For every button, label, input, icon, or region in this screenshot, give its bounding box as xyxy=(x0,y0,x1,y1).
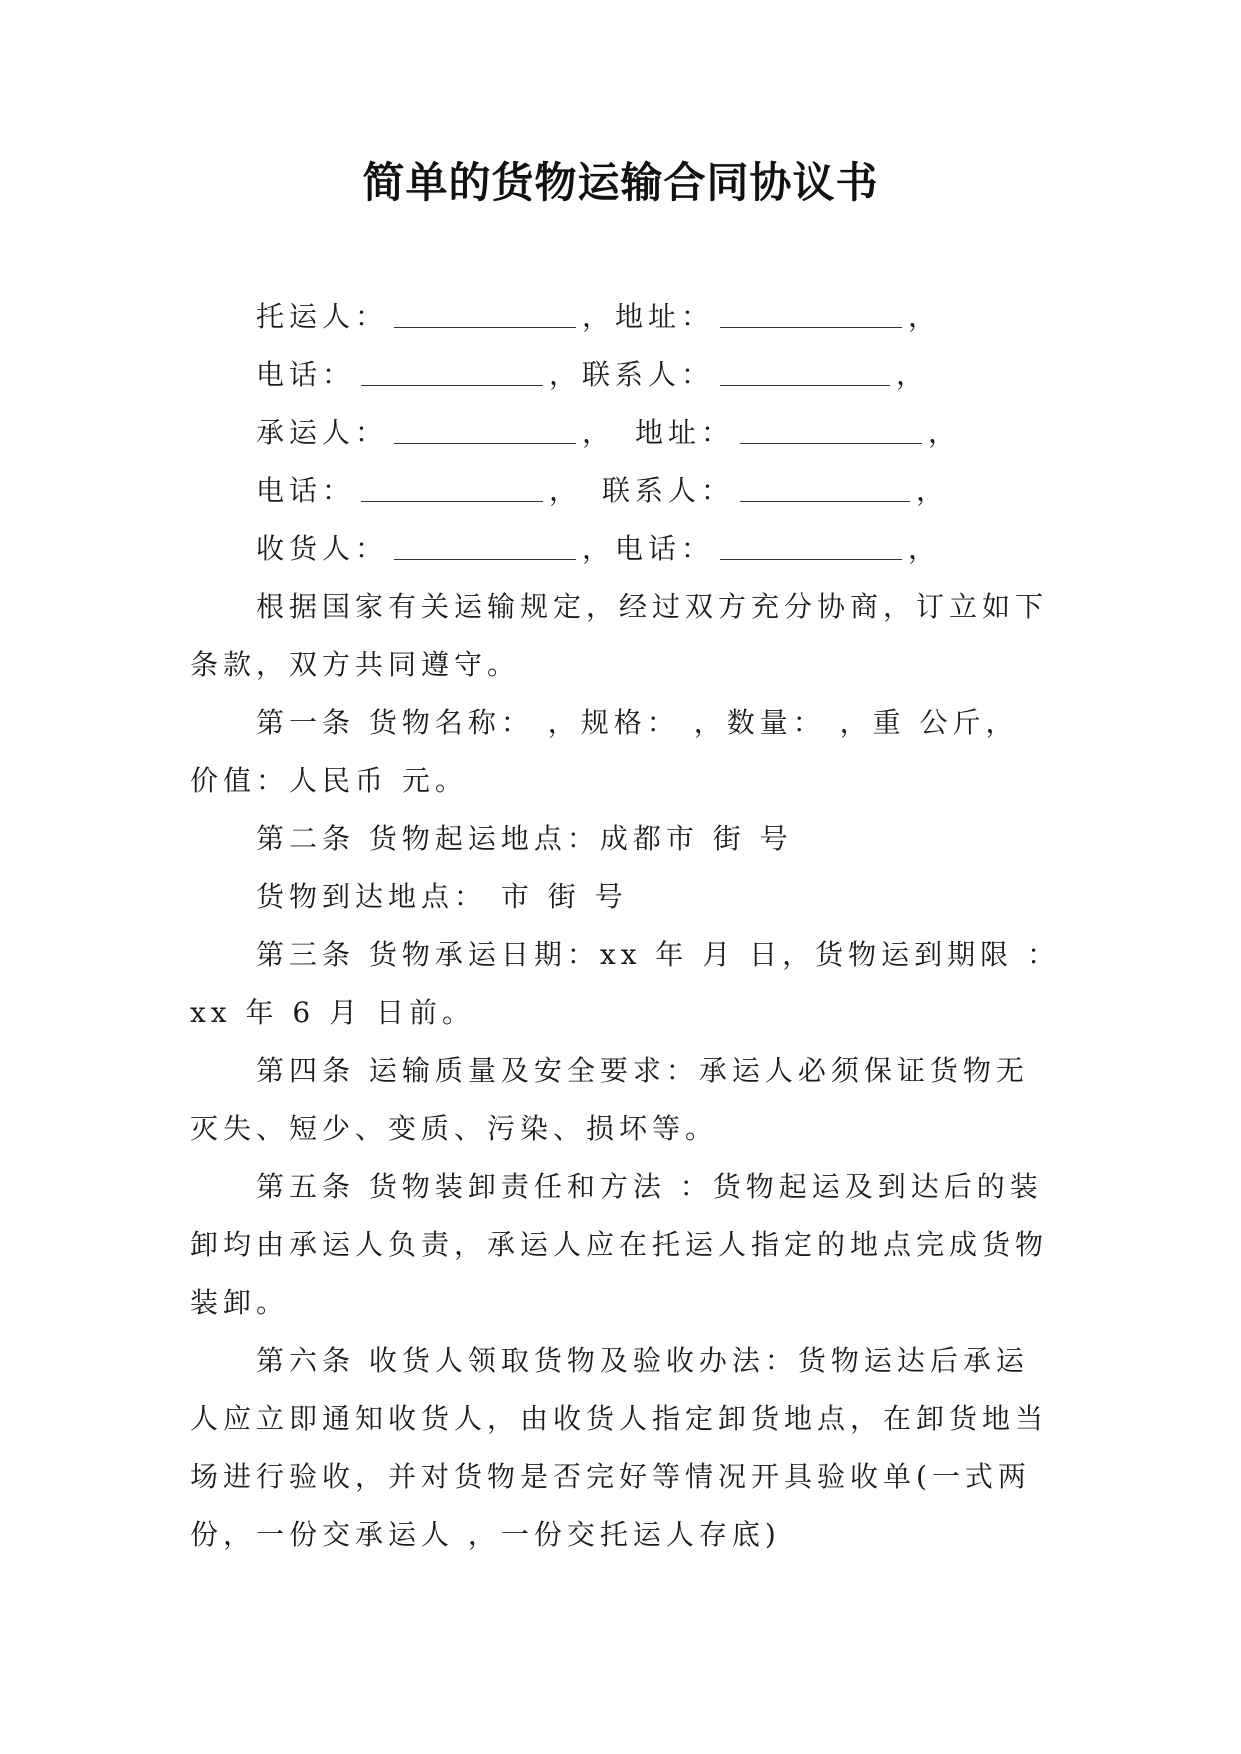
article5-line-3: 装卸。 xyxy=(190,1286,290,1319)
article6-line-4: 份，一份交承运人 ，一份交托运人存底) xyxy=(190,1518,781,1551)
separator-comma: ， xyxy=(582,300,616,333)
article6-line-1: 第六条 收货人领取货物及验收办法：货物运达后承运 xyxy=(256,1344,1029,1377)
separator-comma: ， xyxy=(549,474,583,507)
phone-label: 电话： xyxy=(615,532,715,565)
article2-line-1: 第二条 货物起运地点：成都市 街 号 xyxy=(256,822,793,855)
address-label: 地址： xyxy=(615,300,715,333)
preamble-line-2: 条款，双方共同遵守。 xyxy=(190,648,521,681)
carrier-contact-blank xyxy=(740,471,910,502)
shipper-phone-line xyxy=(190,346,1070,404)
end-comma: ， xyxy=(896,358,930,391)
carrier-blank xyxy=(394,413,576,444)
article3-line-1: 第三条 货物承运日期：xx 年 月 日，货物运到期限 ： xyxy=(256,938,1061,971)
consignee-line xyxy=(190,520,1070,578)
article4-line-2: 灭失、短少、变质、污染、损坏等。 xyxy=(190,1112,719,1145)
end-comma: ， xyxy=(928,416,962,449)
article3-line-2: xx 年 6 月 日前。 xyxy=(190,996,475,1029)
document-body xyxy=(190,288,1070,1564)
shipper-blank xyxy=(394,297,576,328)
article5-line-1: 第五条 货物装卸责任和方法 ：货物起运及到达后的装 xyxy=(256,1170,1043,1203)
consignee-label: 收货人： xyxy=(256,532,389,565)
carrier-line xyxy=(190,404,1070,462)
address-label: 地址： xyxy=(635,416,735,449)
separator-comma: ， xyxy=(582,416,616,449)
article6-line-3: 场进行验收，并对货物是否完好等情况开具验收单(一式两 xyxy=(190,1460,1031,1493)
end-comma: ， xyxy=(908,300,942,333)
shipper-contact-blank xyxy=(720,355,890,386)
article1-line-1: 第一条 货物名称： ，规格： ，数量： ，重 公斤， xyxy=(256,706,1019,739)
preamble-line-1: 根据国家有关运输规定，经过双方充分协商，订立如下 xyxy=(256,590,1049,623)
end-comma: ， xyxy=(908,532,942,565)
carrier-phone-blank xyxy=(361,471,543,502)
article1-line-2: 价值：人民币 元。 xyxy=(190,764,468,797)
carrier-address-blank xyxy=(740,413,922,444)
document-title: 简单的货物运输合同协议书 xyxy=(362,158,879,207)
contact-label: 联系人： xyxy=(582,358,715,391)
separator-comma: ， xyxy=(582,532,616,565)
shipper-address-blank xyxy=(720,297,902,328)
end-comma: ， xyxy=(916,474,950,507)
carrier-label: 承运人： xyxy=(256,416,389,449)
article6-line-2: 人应立即通知收货人，由收货人指定卸货地点，在卸货地当 xyxy=(190,1402,1049,1435)
phone-label: 电话： xyxy=(256,474,356,507)
separator-comma: ， xyxy=(549,358,583,391)
article2-line-2: 货物到达地点： 市 街 号 xyxy=(256,880,628,913)
shipper-label: 托运人： xyxy=(256,300,389,333)
article4-line-1: 第四条 运输质量及安全要求：承运人必须保证货物无 xyxy=(256,1054,1029,1087)
phone-label: 电话： xyxy=(256,358,356,391)
contact-label: 联系人： xyxy=(602,474,735,507)
shipper-phone-blank xyxy=(361,355,543,386)
consignee-phone-blank xyxy=(720,529,902,560)
shipper-line xyxy=(190,288,1070,346)
article5-line-2: 卸均由承运人负责，承运人应在托运人指定的地点完成货物 xyxy=(190,1228,1049,1261)
carrier-phone-line xyxy=(190,462,1070,520)
consignee-blank xyxy=(394,529,576,560)
